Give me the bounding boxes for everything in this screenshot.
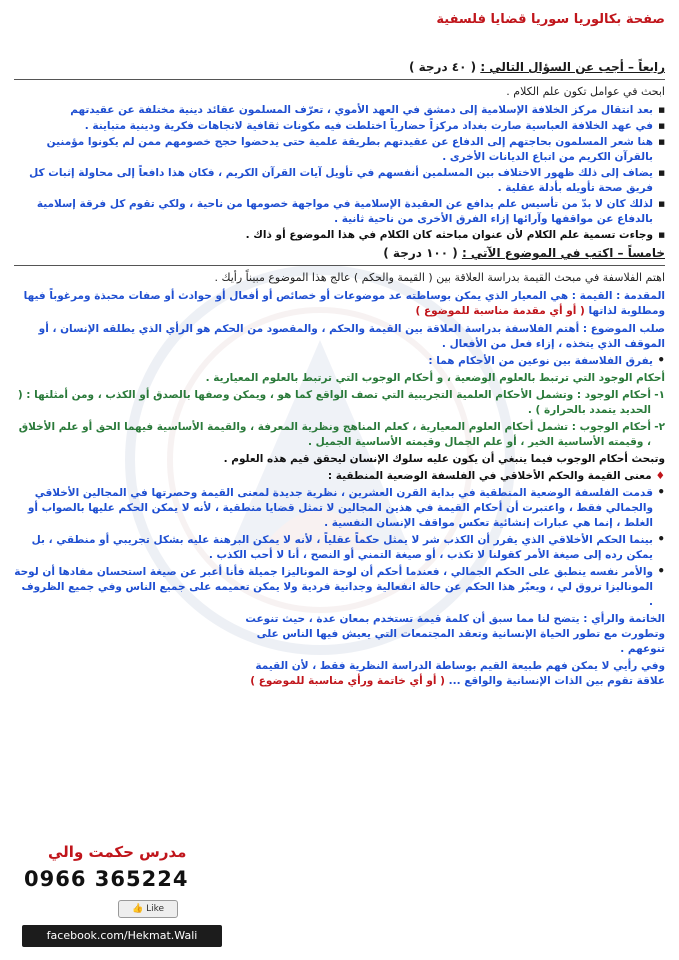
item2 bbox=[14, 420, 665, 450]
item2-tail: وتبحث أحكام الوجوب فيما ينبغي أن يكون عليه سلوك الإنسان ليحقق قيم هذه العلوم . bbox=[223, 453, 665, 465]
like-button[interactable] bbox=[118, 900, 178, 918]
section4-heading bbox=[14, 60, 665, 77]
document-body bbox=[14, 60, 665, 691]
types-heading: • يفرق الفلاسفة بين نوعين من الأحكام هما : bbox=[14, 354, 665, 369]
types-line: أحكام الوجود التي ترتبط بالعلوم الوضعية ، و أحكام الوجوب التي ترتبط بالعلوم المعيارية . bbox=[205, 372, 665, 384]
item2-text: أحكام الوجوب : تشمل أحكام العلوم المعيارية ، كعلم المناهج ونظرية المعرفة ، والقيمة الأساسية فيهما الحق أو علم الأخلاق ، وقيمته الأساسية الخير ، أو علم الجمال وقيمته الأساسية الجميل . bbox=[18, 421, 651, 448]
list-item: • والأمر نفسه ينطبق على الحكم الجمالي ، فعندما أحكم أن لوحة الموناليزا جميلة فأنا أعبر عن صيغة استحسان مفادها أن لوحة الموناليزا تروق لي ، ويعبّر هذا الحكم عن حالة انفعالية وجدانية فردية ولا يمكن تعميمه على جميع الناس وفي جميع الظروف . bbox=[14, 565, 665, 610]
opinion-note: ( أو أي خاتمة ورأي مناسبة للموضوع ) bbox=[250, 675, 445, 687]
intro-paragraph bbox=[14, 289, 665, 319]
section4-prompt: ابحث في عوامل تكون علم الكلام . bbox=[506, 85, 665, 98]
item1-text: أحكام الوجود : وتشمل الأحكام العلمية التجريبية التي تصف الواقع كما هو ، ويمكن وصفها بالصدق أو الكذب ، ومن أمثلتها : ( الحديد يتمدد بالحرارة ) . bbox=[17, 389, 651, 416]
section5-prompt: اهتم الفلاسفة في مبحث القيمة بدراسة العلاقة بين ( القيمة والحكم ) عالج هذا الموضوع مبيناً رأيك . bbox=[214, 271, 665, 284]
like-label: Like bbox=[146, 904, 165, 914]
section4-bullets bbox=[14, 103, 665, 243]
facebook-link[interactable]: facebook.com/Hekmat.Wali bbox=[22, 925, 222, 947]
intro-text: المقدمة : القيمة : هي المعيار الذي يمكن بوساطته عد موضوعات أو خصائص أو أفعال أو حوادث أو صفات محبذة ومرغوباً فيها ومطلوبة لذاتها bbox=[23, 290, 665, 317]
list-item: ■ وجاءت تسمية علم الكلام لأن عنوان مباحثه كان الكلام في هذا الموضوع أو ذاك . bbox=[14, 228, 665, 243]
author-credit bbox=[18, 843, 230, 951]
section5-heading-text: خامساً – اكتب في الموضوع الآتي : bbox=[461, 246, 665, 260]
section4-degree: ( ٤٠ درجة ) bbox=[408, 60, 477, 74]
conclusion: الخاتمة والرأي : يتضح لنا مما سبق أن كلمة قيمة تستخدم بمعان عدة ، حيث تنوعت وتطورت مع تطور الحياة الإنسانية وتعقد المجتمعات التي يعيش فيها الناس على تنوعهم . bbox=[245, 613, 665, 655]
author-phone: 0966 365224 bbox=[24, 867, 189, 891]
author-name: مدرس حكمت والي bbox=[48, 843, 187, 861]
item1-number: ١- bbox=[654, 389, 665, 401]
opinion-paragraph bbox=[14, 659, 665, 689]
logic-heading: ♦ معنى القيمة والحكم الأخلاقي في الفلسفة الوضعية المنطقية : bbox=[14, 469, 665, 484]
intro-note: ( أو أي مقدمة مناسبة للموضوع ) bbox=[415, 305, 585, 317]
list-item: ■ بعد انتقال مركز الخلافة الإسلامية إلى دمشق في العهد الأموي ، تعرّف المسلمون عقائد دينية مختلفة عن عقيدتهم bbox=[14, 103, 665, 118]
thumbs-up-icon: 👍 bbox=[131, 904, 144, 914]
list-item: • بينما الحكم الأخلاقي الذي يقرر أن الكذب شر لا يمثل حكماً عقلياً ، لأنه لا يمكن البرهنة عليه بشكل تجريبي أو منطقي ، بل يمكن رده إلى صيغة الأمر كقولنا لا تكذب ، أو صيغة التمني أو النصح ، أنا لا أحب الكذب . bbox=[14, 533, 665, 563]
list-item: ■ يضاف إلى ذلك ظهور الاختلاف بين المسلمين أنفسهم في تأويل آيات القرآن الكريم ، فكان هذا دافعاً إلى محاولة إثبات كل فريق صحة تأويله بأدلة عقلية . bbox=[14, 166, 665, 196]
item1 bbox=[14, 388, 665, 418]
divider bbox=[14, 265, 665, 266]
section5-degree: ( ١٠٠ درجة ) bbox=[383, 246, 458, 260]
body-intro: صلب الموضوع : أهتم الفلاسفة بدراسة العلاقة بين القيمة والحكم ، والمقصود من الحكم هو الرأي الذي يطلقه الإنسان ، أو الموقف الذي يتخذه ، إزاء فعل من الأفعال . bbox=[38, 323, 665, 350]
section5-heading bbox=[14, 246, 665, 263]
divider bbox=[14, 79, 665, 80]
page-title: صفحة بكالوريا سوريا قضايا فلسفية bbox=[436, 12, 665, 27]
opinion-text: وفي رأيي لا يمكن فهم طبيعة القيم بوساطة الدراسة النظرية فقط ، لأن القيمة علاقة تقوم بين الذات الإنسانية والواقع ... bbox=[255, 660, 665, 687]
list-item: • قدمت الفلسفة الوضعية المنطقية في بداية القرن العشرين ، نظرية جديدة لمعنى القيمة وحصرتها في المجالين الأخلاقي والجمالي فقط ، واعتبرت أن أحكام القيمة في هذين المجالين لا تمثل قضايا منطقية ، لأنه لا يمكن الحكم عليها بالصواب أو الغلط ، إنما هي عبارات إنشائية تعكس مواقف الإنسان النفسية . bbox=[14, 486, 665, 531]
list-item: ■ لذلك كان لا بدّ من تأسيس علم يدافع عن العقيدة الإسلامية في مواجهة خصومها من ناحية ، ولكي تقوم كل فرقة إسلامية بالدفاع عن مواقفها وآرائها إزاء الفرق الأخرى من ناحية ثانية . bbox=[14, 197, 665, 227]
list-item: ■ هنا شعر المسلمون بحاجتهم إلى الدفاع عن عقيدتهم بطريقة علمية حتى يدحضوا حجج خصومهم ممن لم يكونوا مؤمنين بالقرآن الكريم من اتباع الديانات الأخرى . bbox=[14, 135, 665, 165]
section4-heading-text: رابعاً – أجب عن السؤال التالي : bbox=[480, 60, 665, 74]
list-item: ■ في عهد الخلافة العباسية صارت بغداد مركزاً حضارياً اختلطت فيه مكونات ثقافية لاتجاهات فكرية ودينية متباينة . bbox=[14, 119, 665, 134]
item2-number: ٢- bbox=[654, 421, 665, 433]
